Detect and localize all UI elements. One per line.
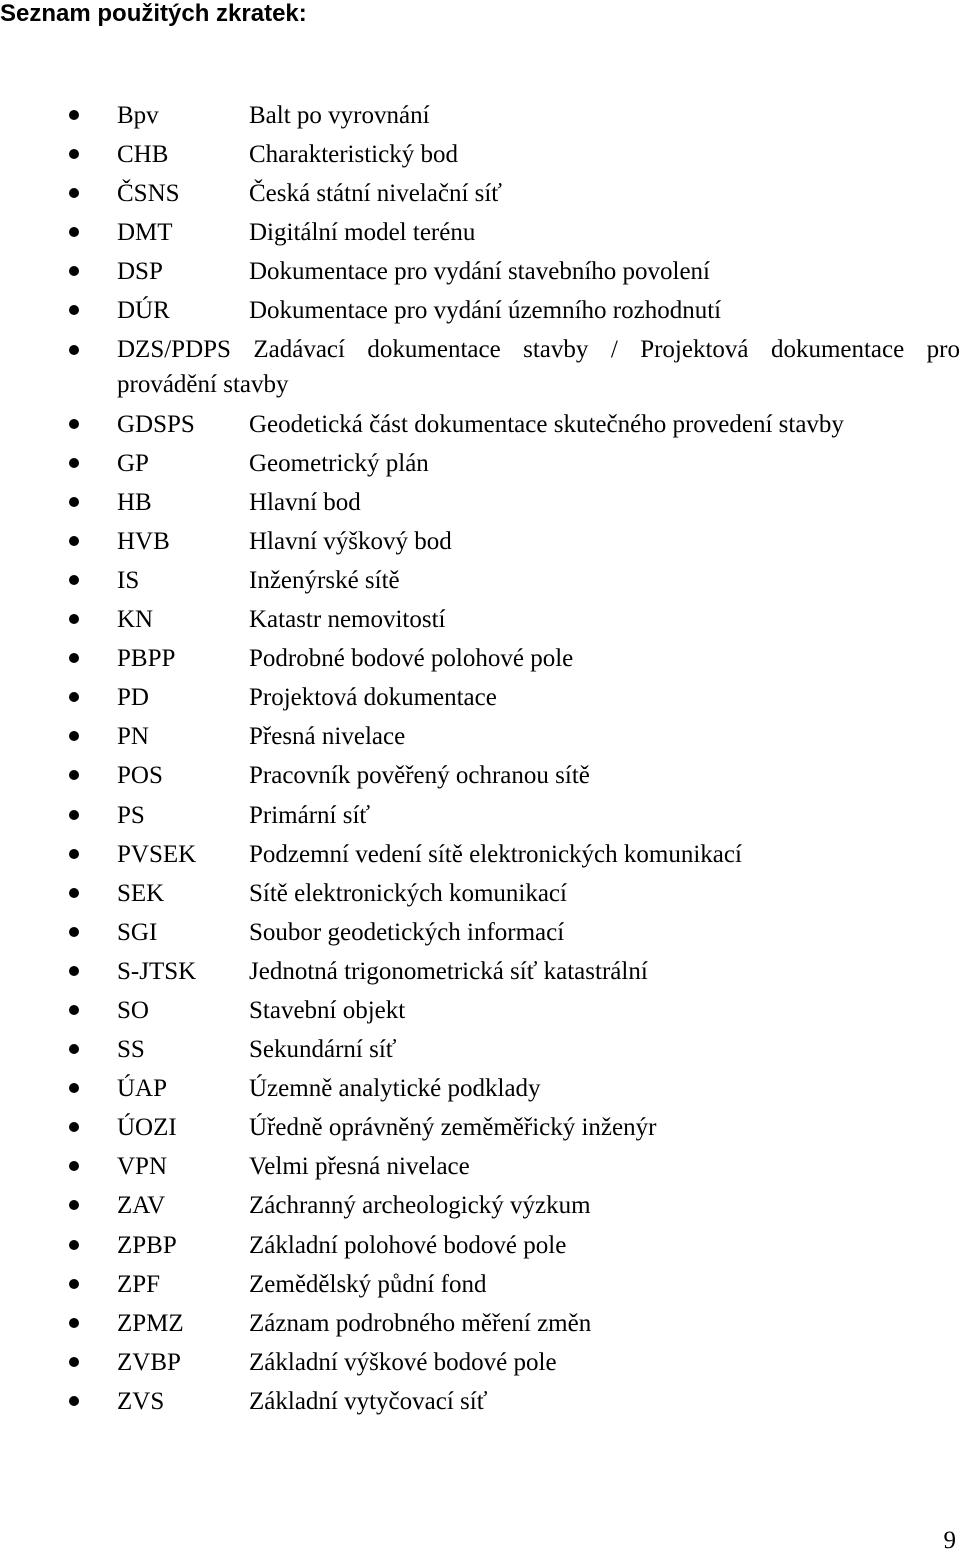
meaning-word: dokumentace	[367, 335, 501, 363]
abbreviation: SS	[117, 1036, 145, 1064]
abbreviation: CHB	[117, 141, 169, 169]
abbreviation: ÚOZI	[117, 1114, 177, 1142]
bullet-icon	[69, 345, 79, 355]
list-item	[0, 444, 960, 483]
abbreviation: ZPMZ	[117, 1309, 184, 1337]
list-item	[0, 213, 960, 252]
list-item	[0, 678, 960, 717]
abbreviation: ČSNS	[117, 180, 180, 208]
abbreviation-meaning: Sekundární síť	[249, 1036, 397, 1064]
bullet-icon	[69, 266, 79, 276]
meaning-word: Zadávací	[253, 335, 345, 363]
abbreviation-meaning: Jednotná trigonometrická síť katastrální	[249, 957, 648, 985]
abbreviation: PBPP	[117, 645, 176, 673]
abbreviation-list	[0, 96, 960, 1421]
bullet-icon	[69, 849, 79, 859]
list-item	[0, 1147, 960, 1186]
bullet-icon	[69, 1083, 79, 1093]
abbreviation: GP	[117, 449, 149, 477]
bullet-icon	[69, 536, 79, 546]
abbreviation: HVB	[117, 527, 170, 555]
meaning-word: /	[610, 335, 618, 363]
abbreviation-meaning: Inženýrské sítě	[249, 566, 400, 594]
abbreviation-meaning: Územně analytické podklady	[249, 1075, 541, 1103]
bullet-icon	[69, 1357, 79, 1367]
bullet-icon	[69, 692, 79, 702]
bullet-icon	[69, 110, 79, 120]
abbreviation-meaning: Podzemní vedení sítě elektronických komunikací	[249, 840, 742, 868]
abbreviation-meaning: Pracovník pověřený ochranou sítě	[249, 762, 590, 790]
list-item	[0, 874, 960, 913]
abbreviation: ÚAP	[117, 1075, 168, 1103]
bullet-icon	[69, 1122, 79, 1132]
list-item	[0, 522, 960, 561]
list-item	[0, 1304, 960, 1343]
abbreviation-meaning: Geodetická část dokumentace skutečného provedení stavby	[249, 410, 844, 438]
abbreviation-meaning: Velmi přesná nivelace	[249, 1153, 470, 1181]
abbreviation-meaning: Úředně oprávněný zeměměřický inženýr	[249, 1114, 657, 1142]
bullet-icon	[69, 188, 79, 198]
bullet-icon	[69, 227, 79, 237]
list-item	[0, 252, 960, 291]
page-title: Seznam použitých zkratek:	[0, 0, 307, 27]
abbreviation-meaning: Podrobné bodové polohové pole	[249, 645, 574, 673]
bullet-icon	[69, 888, 79, 898]
abbreviation-meaning: Projektová dokumentace	[249, 684, 497, 712]
abbreviation: SGI	[117, 918, 158, 946]
list-item	[0, 913, 960, 952]
abbreviation-meaning: Základní polohové bodové pole	[249, 1231, 567, 1259]
abbreviation: PN	[117, 723, 149, 751]
list-item	[0, 1108, 960, 1147]
abbreviation: PD	[117, 684, 149, 712]
abbreviation: ZVS	[117, 1387, 165, 1415]
page-number: 9	[943, 1527, 956, 1554]
abbreviation-meaning: Záznam podrobného měření změn	[249, 1309, 592, 1337]
list-item	[0, 405, 960, 444]
list-item	[0, 174, 960, 213]
abbreviation: DZS/PDPS	[117, 335, 231, 363]
list-item	[0, 991, 960, 1030]
abbreviation: DSP	[117, 258, 163, 286]
bullet-icon	[69, 927, 79, 937]
abbreviation: SEK	[117, 879, 165, 907]
list-item	[0, 135, 960, 174]
abbreviation-meaning: Stavební objekt	[249, 996, 406, 1024]
list-item	[0, 561, 960, 600]
bullet-icon	[69, 614, 79, 624]
bullet-icon	[69, 770, 79, 780]
abbreviation-meaning: Základní vytyčovací síť	[249, 1387, 488, 1415]
bullet-icon	[69, 1005, 79, 1015]
abbreviation-meaning: Hlavní výškový bod	[249, 527, 452, 555]
list-item	[0, 952, 960, 991]
abbreviation-meaning: Katastr nemovitostí	[249, 606, 446, 634]
bullet-icon	[69, 419, 79, 429]
abbreviation-meaning: Soubor geodetických informací	[249, 918, 565, 946]
bullet-icon	[69, 966, 79, 976]
abbreviation: GDSPS	[117, 410, 195, 438]
abbreviation: DÚR	[117, 297, 170, 325]
list-item-wrapped	[0, 331, 960, 405]
abbreviation: PVSEK	[117, 840, 197, 868]
meaning-word: pro	[926, 335, 960, 363]
abbreviation-meaning: Geometrický plán	[249, 449, 429, 477]
abbreviation: DMT	[117, 219, 173, 247]
abbreviation-meaning-continued: provádění stavby	[117, 370, 289, 398]
abbreviation: ZAV	[117, 1192, 166, 1220]
list-item	[0, 1343, 960, 1382]
bullet-icon	[69, 1396, 79, 1406]
bullet-icon	[69, 497, 79, 507]
abbreviation-meaning: Charakteristický bod	[249, 141, 458, 169]
meaning-word: Projektová	[640, 335, 749, 363]
wrapped-line-first	[117, 333, 960, 367]
list-item	[0, 1069, 960, 1108]
abbreviation: ZVBP	[117, 1348, 181, 1376]
list-item	[0, 1226, 960, 1265]
abbreviation-meaning: Balt po vyrovnání	[249, 102, 430, 129]
list-item	[0, 717, 960, 756]
bullet-icon	[69, 1318, 79, 1328]
list-item	[0, 600, 960, 639]
bullet-icon	[69, 458, 79, 468]
list-item	[0, 835, 960, 874]
abbreviation: SO	[117, 996, 149, 1024]
abbreviation: Bpv	[117, 102, 159, 129]
abbreviation: PS	[117, 801, 145, 829]
bullet-icon	[69, 1279, 79, 1289]
abbreviation-meaning: Záchranný archeologický výzkum	[249, 1192, 591, 1220]
meaning-word: stavby	[523, 335, 589, 363]
abbreviation-meaning: Zemědělský půdní fond	[249, 1270, 487, 1298]
abbreviation: ZPF	[117, 1270, 161, 1298]
bullet-icon	[69, 1200, 79, 1210]
list-item	[0, 1186, 960, 1225]
abbreviation-meaning: Digitální model terénu	[249, 219, 476, 247]
list-item	[0, 96, 960, 135]
list-item	[0, 291, 960, 330]
bullet-icon	[69, 731, 79, 741]
abbreviation: ZPBP	[117, 1231, 177, 1259]
abbreviation-meaning: Základní výškové bodové pole	[249, 1348, 557, 1376]
list-item	[0, 756, 960, 795]
abbreviation: IS	[117, 566, 140, 594]
list-item	[0, 1265, 960, 1304]
abbreviation-meaning: Hlavní bod	[249, 488, 361, 516]
abbreviation-meaning: Primární síť	[249, 801, 371, 829]
abbreviation-meaning: Česká státní nivelační síť	[249, 180, 502, 208]
abbreviation: VPN	[117, 1153, 168, 1181]
abbreviation: S-JTSK	[117, 957, 197, 985]
abbreviation-meaning: Dokumentace pro vydání územního rozhodnutí	[249, 297, 722, 325]
list-item	[0, 639, 960, 678]
abbreviation: KN	[117, 606, 154, 634]
list-item	[0, 796, 960, 835]
abbreviation-meaning: Dokumentace pro vydání stavebního povolení	[249, 258, 710, 286]
bullet-icon	[69, 653, 79, 663]
list-item	[0, 483, 960, 522]
bullet-icon	[69, 305, 79, 315]
abbreviation-meaning: Sítě elektronických komunikací	[249, 879, 567, 907]
list-item	[0, 1030, 960, 1069]
abbreviation: POS	[117, 762, 163, 790]
bullet-icon	[69, 810, 79, 820]
list-item	[0, 1382, 960, 1421]
meaning-word: dokumentace	[770, 335, 905, 363]
bullet-icon	[69, 575, 79, 585]
bullet-icon	[69, 1240, 79, 1250]
bullet-icon	[69, 1044, 79, 1054]
abbreviation: HB	[117, 488, 152, 516]
bullet-icon	[69, 149, 79, 159]
abbreviation-meaning: Přesná nivelace	[249, 723, 406, 751]
bullet-icon	[69, 1161, 79, 1171]
